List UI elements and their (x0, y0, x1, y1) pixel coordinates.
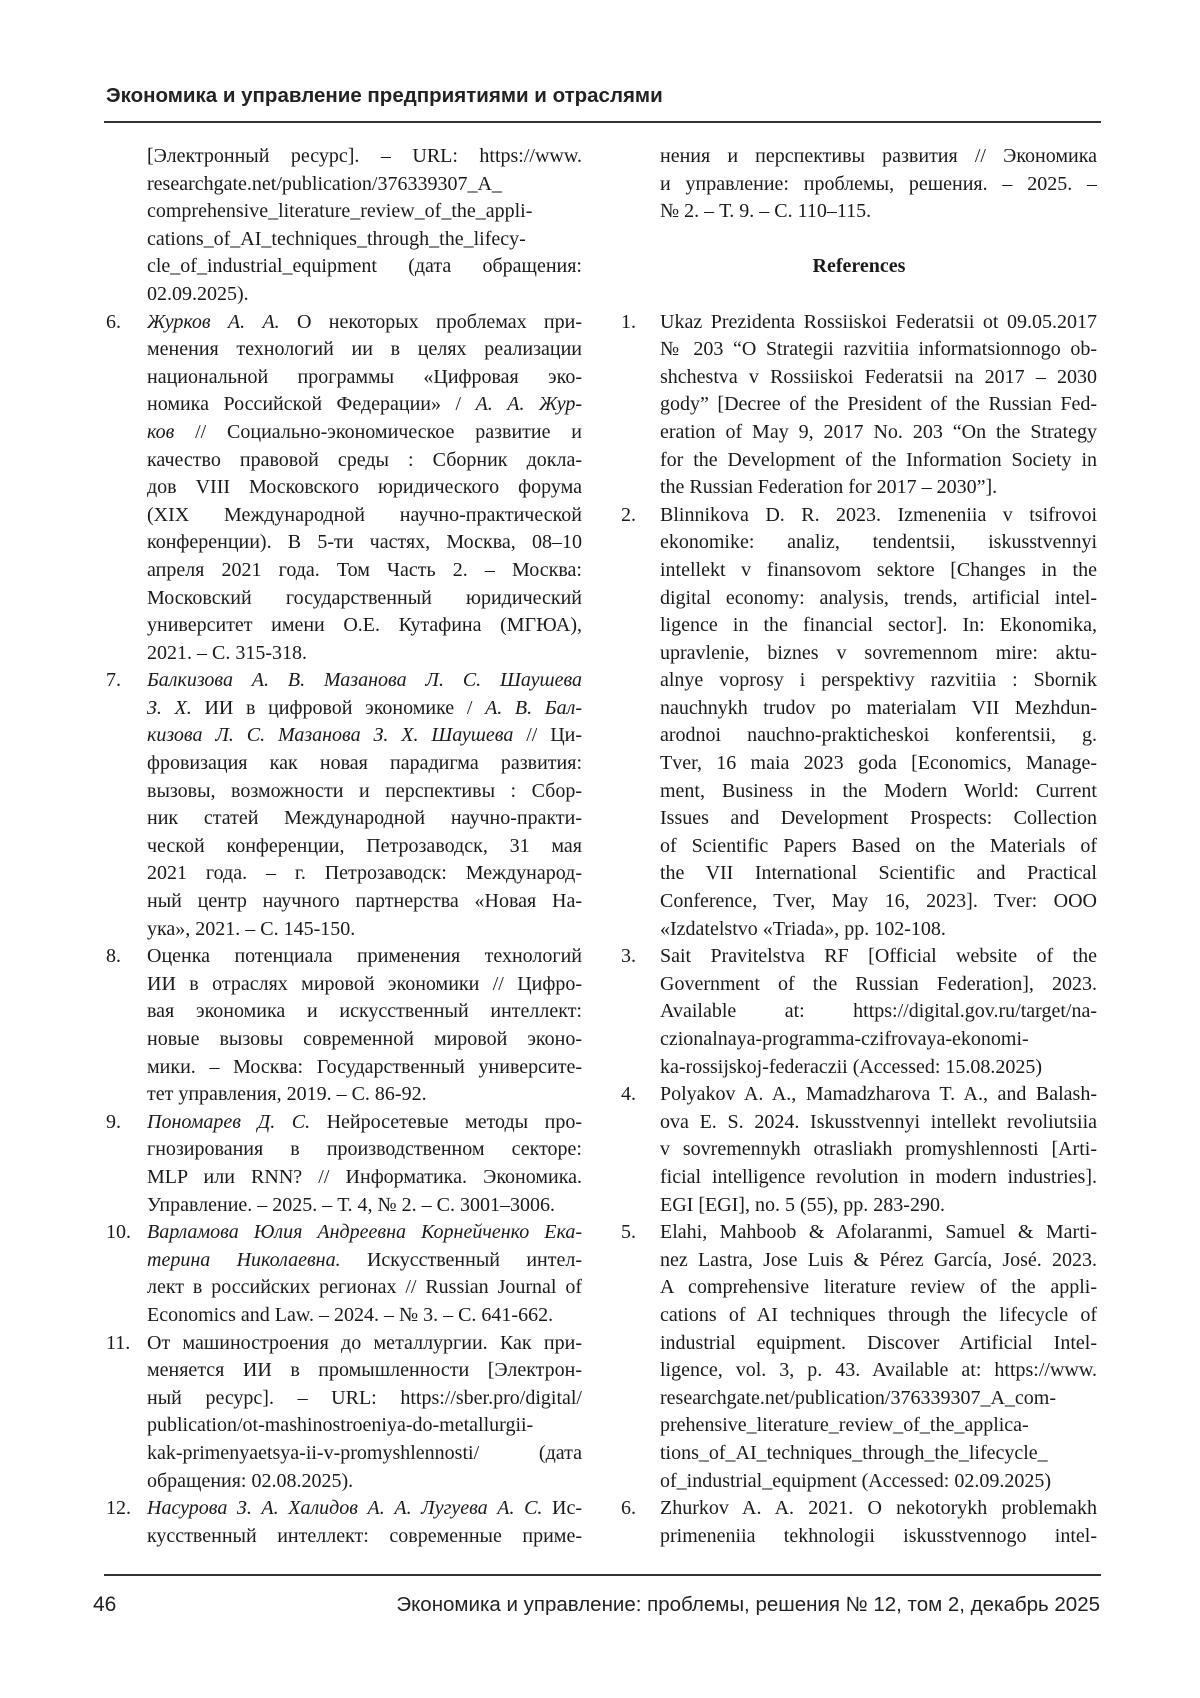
reference-text (147, 943, 582, 1109)
text-line: ный центр научного партнерства «Новая На- (147, 888, 582, 916)
references-list (621, 309, 1097, 1551)
reference-text (147, 667, 582, 943)
reference-text (147, 1219, 582, 1329)
reference-number: 11. (106, 1330, 130, 1358)
text-line: 2021 года. – г. Петрозаводск: Международ- (147, 860, 582, 888)
text-line: cations_of_AI_techniques_through_the_lifecy- (147, 226, 582, 254)
text-line (147, 419, 582, 447)
reference-item (106, 1495, 582, 1550)
text-line: (XIX Международной научно-практической (147, 502, 582, 530)
reference-item (106, 943, 582, 1109)
reference-item (106, 1109, 582, 1219)
text-segment: Нейросетевые методы про- (310, 1111, 582, 1133)
text-line (147, 695, 582, 723)
reference-text (660, 943, 1097, 1081)
reference-number: 1. (621, 309, 636, 337)
reference-text (660, 1495, 1097, 1550)
text-line: Управление. – 2025. – Т. 4, № 2. – С. 3001–3006. (147, 1192, 582, 1220)
header-rule (104, 121, 1101, 123)
author-names: А. А. Жур- (476, 393, 582, 415)
reference-number: 3. (621, 943, 636, 971)
text-line: the Russian Federation for 2017 – 2030”]. (660, 474, 1097, 502)
reference-text (147, 1495, 582, 1550)
reference-text (147, 1330, 582, 1496)
text-line: ука», 2021. – С. 145-150. (147, 916, 582, 944)
page-number: 46 (93, 1593, 116, 1617)
text-line (147, 1219, 582, 1247)
text-line: nez Lastra, Jose Luis & Pérez García, José. 2023. (660, 1247, 1097, 1275)
text-line: кусственный интеллект: современные приме- (147, 1523, 582, 1551)
author-names: ков (147, 421, 174, 443)
text-line: ник статей Международной научно-практи- (147, 805, 582, 833)
text-line: researchgate.net/publication/376339307_A_com- (660, 1385, 1097, 1413)
running-header: Экономика и управление предприятиями и отраслями (106, 84, 663, 108)
text-line: Sait Pravitelstva RF [Official website of the (660, 943, 1097, 971)
reference-item (106, 1330, 582, 1496)
text-line: of_industrial_equipment (Accessed: 02.09.2025) (660, 1468, 1097, 1496)
text-line: A comprehensive literature review of the appli- (660, 1274, 1097, 1302)
footer-rule (104, 1574, 1101, 1576)
text-line: Tver, 16 maia 2023 goda [Economics, Manage- (660, 750, 1097, 778)
author-names: Насурова З. А. Халидов А. А. Лугуева А. С. (147, 1497, 542, 1519)
text-line: ka-rossijskoj-federaczii (Accessed: 15.08.2025) (660, 1054, 1097, 1082)
text-line: ligence, vol. 3, p. 43. Available at: https://www. (660, 1357, 1097, 1385)
reference-item (621, 1495, 1097, 1550)
reference-text (660, 309, 1097, 502)
text-line: ный ресурс]. – URL: https://sber.pro/digital/ (147, 1385, 582, 1413)
text-line: 2021. – С. 315-318. (147, 640, 582, 668)
reference-text (147, 143, 582, 309)
reference-number: 6. (621, 1495, 636, 1523)
text-line: for the Development of the Information Society in (660, 447, 1097, 475)
reference-item (621, 1081, 1097, 1219)
reference-number: 10. (106, 1219, 131, 1247)
text-line: [Электронный ресурс]. – URL: https://www. (147, 143, 582, 171)
reference-item (621, 943, 1097, 1081)
journal-footer: Экономика и управление: проблемы, решения № 12, том 2, декабрь 2025 (396, 1593, 1100, 1617)
text-line: Blinnikova D. R. 2023. Izmeneniia v tsifrovoi (660, 502, 1097, 530)
author-names: З. Х. (147, 697, 192, 719)
text-line: университет имени О.Е. Кутафина (МГЮА), (147, 612, 582, 640)
text-line: primeneniia tekhnologii iskusstvennogo intel- (660, 1523, 1097, 1551)
text-line: гнозирования в производственном секторе: (147, 1136, 582, 1164)
text-line: тет управления, 2019. – С. 86-92. (147, 1081, 582, 1109)
text-line: Elahi, Mahboob & Afolaranmi, Samuel & Marti- (660, 1219, 1097, 1247)
text-line: Available at: https://digital.gov.ru/target/na- (660, 998, 1097, 1026)
text-line: researchgate.net/publication/376339307_A_ (147, 171, 582, 199)
reference-item (621, 502, 1097, 944)
text-line: меняется ИИ в промышленности [Электрон- (147, 1357, 582, 1385)
reference-number: 9. (106, 1109, 121, 1137)
author-names: Варламова Юлия Андреевна Корнейченко Ека- (147, 1221, 582, 1243)
reference-text (147, 309, 582, 668)
reference-number: 12. (106, 1495, 131, 1523)
author-names: Пономарев Д. С. (147, 1111, 310, 1133)
text-line: nauchnykh trudov po materialam VII Mezhdun- (660, 695, 1097, 723)
reference-item (106, 143, 582, 309)
text-line: ligence in the financial sector]. In: Ekonomika, (660, 612, 1097, 640)
text-line: ment, Business in the Modern World: Current (660, 778, 1097, 806)
reference-item (106, 667, 582, 943)
text-line: ческой конференции, Петрозаводск, 31 мая (147, 833, 582, 861)
text-line: of Scientific Papers Based on the Materials of (660, 833, 1097, 861)
text-line: digital economy: analysis, trends, artificial intel- (660, 585, 1097, 613)
reference-item (621, 1219, 1097, 1495)
reference-item (106, 309, 582, 668)
reference-text (660, 1219, 1097, 1495)
text-line: Zhurkov A. A. 2021. O nekotorykh problemakh (660, 1495, 1097, 1523)
spacer (621, 226, 1097, 254)
text-line: arodnoi nauchno-prakticheskoi konferentsii, g. (660, 722, 1097, 750)
text-line: v sovremennykh otrasliakh promyshlennosti [Arti- (660, 1136, 1097, 1164)
reference-continuation (621, 143, 1097, 226)
text-line: tions_of_AI_techniques_through_the_lifecycle_ (660, 1440, 1097, 1468)
text-line: industrial equipment. Discover Artificial Intel- (660, 1330, 1097, 1358)
text-line: № 203 “O Strategii razvitiia informatsionnogo ob- (660, 336, 1097, 364)
reference-text (660, 502, 1097, 944)
reference-item (621, 309, 1097, 502)
author-names: А. В. Бал- (485, 697, 582, 719)
spacer (621, 281, 1097, 309)
text-line: EGI [EGI], no. 5 (55), pp. 283-290. (660, 1192, 1097, 1220)
text-line: gody” [Decree of the President of the Russian Fed- (660, 391, 1097, 419)
reference-number: 4. (621, 1081, 636, 1109)
text-line: Economics and Law. – 2024. – № 3. – С. 641-662. (147, 1302, 582, 1330)
text-line: Ukaz Prezidenta Rossiiskoi Federatsii ot 09.05.2017 (660, 309, 1097, 337)
text-line: вая экономика и искусственный интеллект: (147, 998, 582, 1026)
author-names: кизова Л. С. Мазанова З. Х. Шаушева (147, 724, 513, 746)
text-line (147, 1109, 582, 1137)
text-line: intellekt v finansovom sektore [Changes in the (660, 557, 1097, 585)
text-line: «Izdatelstvo «Triada», pp. 102-108. (660, 916, 1097, 944)
text-line: ИИ в отраслях мировой экономики // Цифро- (147, 971, 582, 999)
text-line: upravlenie, biznes v sovremennom mire: aktu- (660, 640, 1097, 668)
text-line: Issues and Development Prospects: Collection (660, 805, 1097, 833)
text-line: фровизация как новая парадигма развития: (147, 750, 582, 778)
text-line (147, 1495, 582, 1523)
text-line: MLP или RNN? // Информатика. Экономика. (147, 1164, 582, 1192)
text-segment: Ис- (542, 1497, 582, 1519)
text-line: качество правовой среды : Сборник докла- (147, 447, 582, 475)
text-line: 02.09.2025). (147, 281, 582, 309)
text-line (147, 722, 582, 750)
text-line (147, 391, 582, 419)
text-line: конференции). В 5-ти частях, Москва, 08–10 (147, 529, 582, 557)
text-line: cle_of_industrial_equipment (дата обращения: (147, 253, 582, 281)
text-line: новые вызовы современной мировой эконо- (147, 1026, 582, 1054)
text-line: ova E. S. 2024. Iskusstvennyi intellekt revoliutsiia (660, 1109, 1097, 1137)
text-line: вызовы, возможности и перспективы : Сбор- (147, 778, 582, 806)
text-line: и управление: проблемы, решения. – 2025. – (660, 171, 1097, 199)
text-line: czionalnaya-programma-czifrovaya-ekonomi- (660, 1026, 1097, 1054)
text-line: Оценка потенциала применения технологий (147, 943, 582, 971)
text-line: ekonomike: analiz, tendentsii, iskusstvennyi (660, 529, 1097, 557)
text-line: № 2. – Т. 9. – С. 110–115. (660, 198, 1097, 226)
text-segment: Искусственный интел- (341, 1249, 582, 1271)
references-heading: References (621, 253, 1097, 281)
text-line: cations of AI techniques through the lifecycle of (660, 1302, 1097, 1330)
text-segment: номика Российской Федерации» / (147, 393, 476, 415)
text-line: дов VIII Московского юридического форума (147, 474, 582, 502)
right-column (621, 143, 1097, 1550)
text-line: национальной программы «Цифровая эко- (147, 364, 582, 392)
text-line: лект в российских регионах // Russian Journal of (147, 1274, 582, 1302)
text-segment: О некоторых проблемах при- (280, 311, 582, 333)
text-line: ficial intelligence revolution in modern industries]. (660, 1164, 1097, 1192)
left-column (106, 143, 582, 1550)
text-line: менения технологий ии в целях реализации (147, 336, 582, 364)
text-line: prehensive_literature_review_of_the_applica- (660, 1412, 1097, 1440)
text-line: апреля 2021 года. Том Часть 2. – Москва: (147, 557, 582, 585)
author-names: Балкизова А. В. Мазанова Л. С. Шаушева (147, 669, 582, 691)
reference-text (660, 143, 1097, 226)
text-segment: ИИ в цифровой экономике / (192, 697, 485, 719)
text-segment: // Социально-экономическое развитие и (174, 421, 582, 443)
text-line: От машиностроения до металлургии. Как при- (147, 1330, 582, 1358)
text-line (147, 309, 582, 337)
reference-text (147, 1109, 582, 1219)
reference-number: 6. (106, 309, 121, 337)
text-line (147, 667, 582, 695)
text-line (147, 1247, 582, 1275)
text-line: comprehensive_literature_review_of_the_appli- (147, 198, 582, 226)
text-line: Московский государственный юридический (147, 585, 582, 613)
text-line: Government of the Russian Federation], 2023. (660, 971, 1097, 999)
text-line: Polyakov A. A., Mamadzharova T. A., and Balash- (660, 1081, 1097, 1109)
text-line: shchestva v Rossiiskoi Federatsii na 2017 – 2030 (660, 364, 1097, 392)
reference-number: 7. (106, 667, 121, 695)
reference-text (660, 1081, 1097, 1219)
reference-number: 5. (621, 1219, 636, 1247)
text-line: alnye voprosy i perspektivy razvitiia : Sbornik (660, 667, 1097, 695)
author-names: терина Николаевна. (147, 1249, 341, 1271)
text-line: Conference, Tver, May 16, 2023]. Tver: OOO (660, 888, 1097, 916)
text-line: обращения: 02.08.2025). (147, 1468, 582, 1496)
text-line: eration of May 9, 2017 No. 203 “On the Strategy (660, 419, 1097, 447)
text-line: publication/ot-mashinostroeniya-do-metallurgii- (147, 1412, 582, 1440)
reference-item (106, 1219, 582, 1329)
text-segment: // Ци- (513, 724, 582, 746)
text-line: kak-primenyaetsya-ii-v-promyshlennosti/ (дата (147, 1440, 582, 1468)
text-line: мики. – Москва: Государственный университе- (147, 1054, 582, 1082)
text-line: the VII International Scientific and Practical (660, 860, 1097, 888)
reference-number: 2. (621, 502, 636, 530)
reference-number: 8. (106, 943, 121, 971)
author-names: Журков А. А. (147, 311, 280, 333)
text-line: нения и перспективы развития // Экономика (660, 143, 1097, 171)
